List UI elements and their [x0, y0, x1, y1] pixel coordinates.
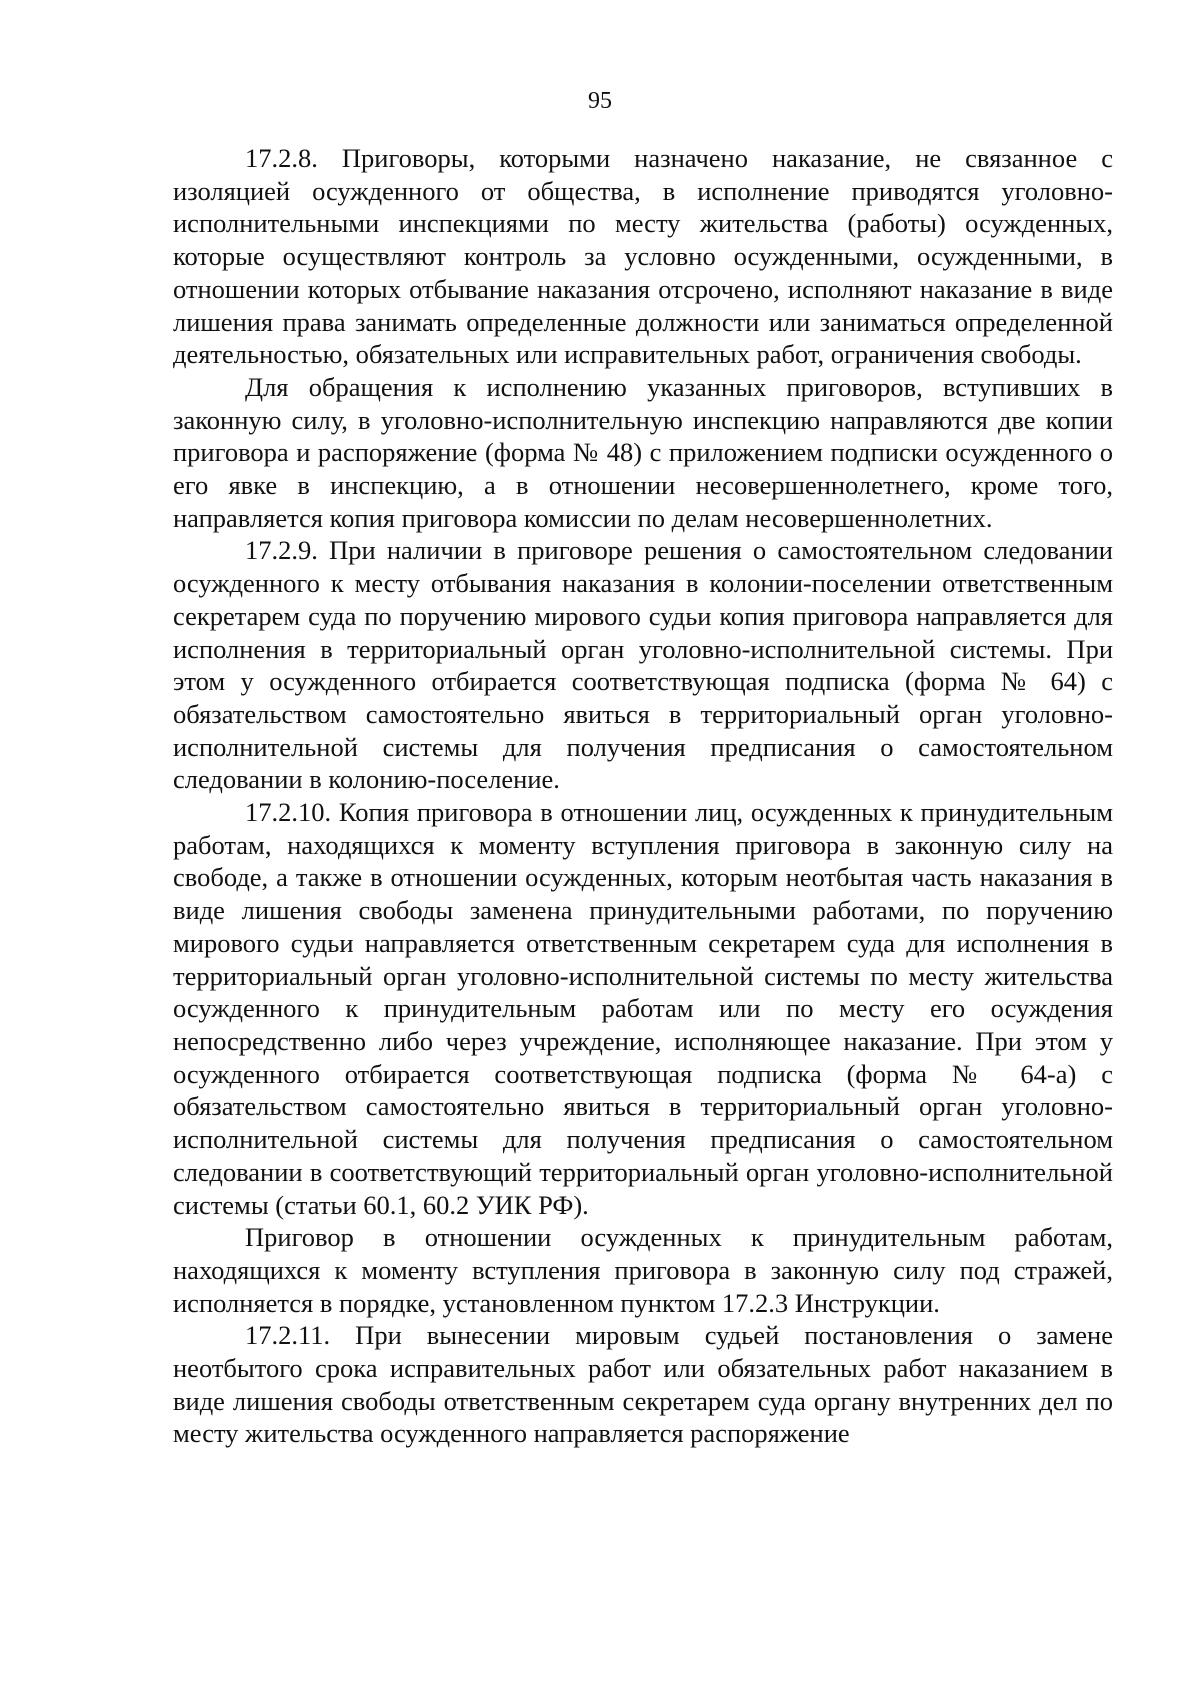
paragraph-17-2-10: 17.2.10. Копия приговора в отношении лиц, осужденных к принудительным работам, находящихся к моменту вступления приговора в законную силу на свободе, а также в отношении осужденных, которым неотбытая часть наказания в виде лишения свободы заменена принудительными работами, по поручению мирового судьи направляется ответственным секретарем суда для исполнения в территориальный орган уголовно-исполнительной системы по месту жительства осужденного к принудительным работам или по месту его осуждения непосредственно либо через учреждение, исполняющее наказание. При этом у осужденного отбирается соответствующая подписка (форма № 64-а) с обязательством самостоятельно явиться в территориальный орган уголовно-исполнительной системы для получения предписания о самостоятельном следовании в соответствующий территориальный орган уголовно-исполнительной системы (статьи 60.1, 60.2 УИК РФ). [173, 797, 1113, 1220]
paragraph-17-2-8: 17.2.8. Приговоры, которыми назначено наказание, не связанное с изоляцией осужденного от общества, в исполнение приводятся уголовно-исполнительными инспекциями по месту жительства (работы) осужденных, которые осуществляют контроль за условно осужденными, осужденными, в отношении которых отбывание наказания отсрочено, исполняют наказание в виде лишения права занимать определенные должности или заниматься определенной деятельностью, обязательных или исправительных работ, ограничения свободы. [173, 143, 1113, 370]
paragraph-17-2-11: 17.2.11. При вынесении мировым судьей постановления о замене неотбытого срока исправительных работ или обязательных работ наказанием в виде лишения свободы ответственным секретарем суда органу внутренних дел по месту жительства осужденного направляется распоряжение [173, 1320, 1113, 1449]
document-body [173, 142, 1113, 1450]
paragraph-execution-request: Для обращения к исполнению указанных приговоров, вступивших в законную силу, в уголовно-исполнительную инспекцию направляются две копии приговора и распоряжение (форма № 48) с приложением подписки осужденного о его явке в инспекцию, а в отношении несовершеннолетнего, кроме того, направляется копия приговора комиссии по делам несовершеннолетних. [173, 371, 1113, 533]
paragraph-17-2-9: 17.2.9. При наличии в приговоре решения о самостоятельном следовании осужденного к месту отбывания наказания в колонии-поселении ответственным секретарем суда по поручению мирового судьи копия приговора направляется для исполнения в территориальный орган уголовно-исполнительной системы. При этом у осужденного отбирается соответствующая подписка (форма № 64) с обязательством самостоятельно явиться в территориальный орган уголовно-исполнительной системы для получения предписания о самостоятельном следовании в колонию-поселение. [173, 535, 1113, 795]
paragraph-forced-labor-custody: Приговор в отношении осужденных к принудительным работам, находящихся к моменту вступления приговора в законную силу под стражей, исполняется в порядке, установленном пунктом 17.2.3 Инструкции. [173, 1222, 1113, 1318]
page-number: 95 [588, 88, 612, 114]
